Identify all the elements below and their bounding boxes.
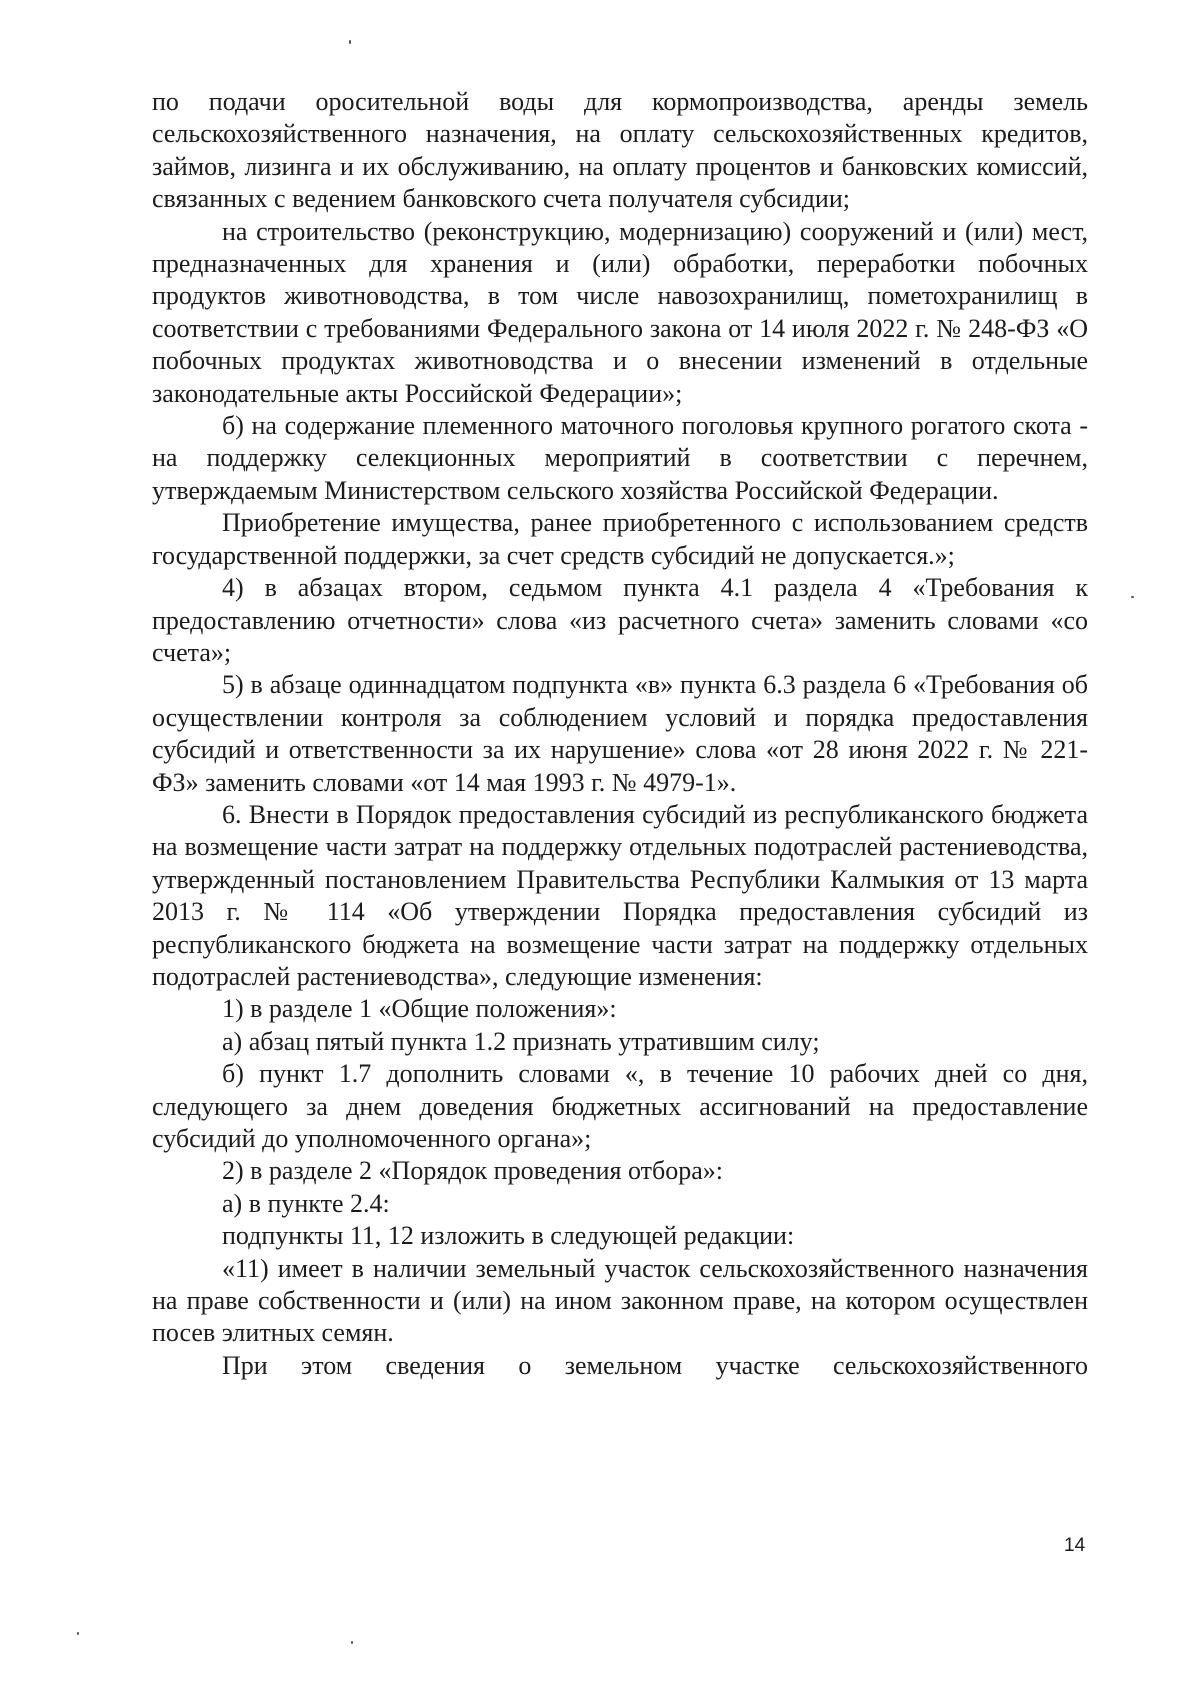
paragraph: по подачи оросительной воды для кормопроизводства, аренды земель сельскохозяйственного назначения, на оплату сельскохозяйственных кредитов, займов, лизинга и их обслуживанию, на оплату процентов и банковских комиссий, связанных с ведением банковского счета получателя субсидии; — [152, 87, 1088, 214]
scan-speck — [349, 40, 351, 44]
paragraph: б) на содержание племенного маточного поголовья крупного рогатого скота - на поддержку селекционных мероприятий в соответствии с перечнем, утверждаемым Министерством сельского хозяйства Российской Федерации. — [152, 411, 1088, 505]
paragraph: а) абзац пятый пункта 1.2 признать утратившим силу; — [222, 1026, 820, 1056]
paragraph: на строительство (реконструкцию, модернизацию) сооружений и (или) мест, предназначенных для хранения и (или) обработки, переработки побочных продуктов животноводства, в том числе навозохранилищ, пометохранилищ в соответствии с требованиями Федерального закона от 14 июля 2022 г. № 248-ФЗ «О побочных продуктах животноводства и о внесении изменений в отдельные законодательные акты Российской Федерации»; — [152, 216, 1088, 408]
paragraph: 5) в абзаце одиннадцатом подпункта «в» пункта 6.3 раздела 6 «Требования об осуществлении контроля за соблюдением условий и порядка предоставления субсидий и ответственности за их нарушение» слова «от 28 июня 2022 г. № 221-ФЗ» заменить словами «от 14 мая 1993 г. № 4979-1». — [152, 670, 1088, 797]
paragraph: 4) в абзацах втором, седьмом пункта 4.1 раздела 4 «Требования к предоставлению отчетности» слова «из расчетного счета» заменить словами «со счета»; — [152, 573, 1088, 667]
paragraph: Приобретение имущества, ранее приобретенного с использованием средств государственной поддержки, за счет средств субсидий не допускается.»; — [152, 508, 1088, 570]
paragraph: а) в пункте 2.4: — [222, 1188, 390, 1218]
scan-speck — [77, 1632, 79, 1635]
paragraph: При этом сведения о земельном участке сельскохозяйственного — [222, 1350, 1088, 1380]
paragraph: подпункты 11, 12 изложить в следующей редакции: — [222, 1221, 795, 1251]
paragraph: 2) в разделе 2 «Порядок проведения отбора»: — [222, 1156, 723, 1186]
scan-speck — [351, 1641, 353, 1644]
document-body — [152, 86, 1088, 1382]
page-number: 14 — [1064, 1535, 1086, 1556]
paragraph: б) пункт 1.7 дополнить словами «, в течение 10 рабочих дней со дня, следующего за днем доведения бюджетных ассигнований на предоставление субсидий до уполномоченного органа»; — [152, 1059, 1088, 1153]
scan-speck — [1131, 596, 1134, 598]
paragraph: «11) имеет в наличии земельный участок сельскохозяйственного назначения на праве собственности и (или) на ином законном праве, на котором осуществлен посев элитных семян. — [152, 1253, 1088, 1348]
paragraph: 1) в разделе 1 «Общие положения»: — [222, 994, 617, 1024]
paragraph: 6. Внести в Порядок предоставления субсидий из республиканского бюджета на возмещение части затрат на поддержку отдельных подотраслей растениеводства, утвержденный постановлением Правительства Республики Калмыкия от 13 марта 2013 г. № 114 «Об утверждении Порядка предоставления субсидий из республиканского бюджета на возмещение части затрат на поддержку отдельных подотраслей растениеводства», следующие изменения: — [152, 799, 1088, 991]
